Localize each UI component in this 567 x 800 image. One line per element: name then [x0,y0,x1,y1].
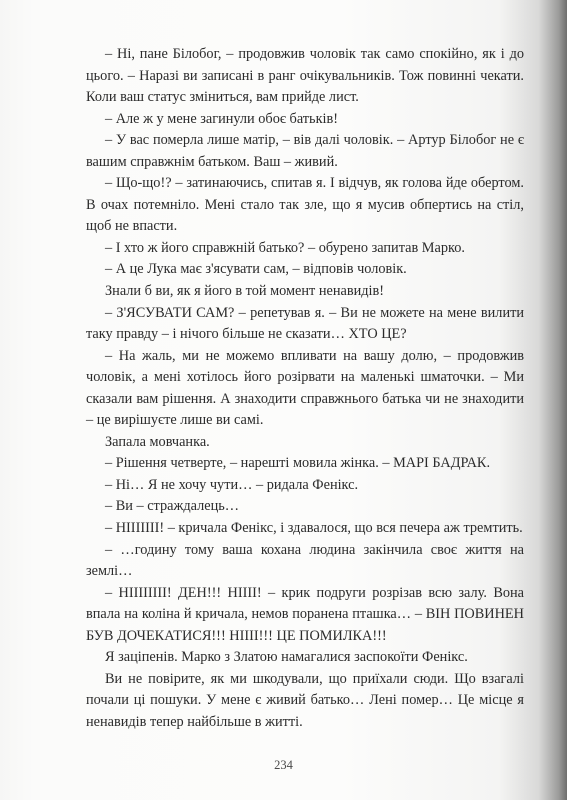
paragraph: Знали б ви, як я його в той момент ненавидів! [105,283,385,300]
paragraph: – У вас померла лише матір, – вів далі чоловік. – Артур Білобог не є вашим справжнім батьком. Ваш – живий. [86,132,524,170]
body-text [86,44,524,734]
paragraph: Я заціпенів. Марко з Златою намагалися заспокоїти Фенікс. [105,649,468,666]
paragraph: – Ні… Я не хочу чути… – ридала Фенікс. [105,476,359,493]
paragraph: – На жаль, ми не можемо впливати на вашу долю, – продовжив чоловік, а мені хотілось його розірвати на маленькі шматочки. – Ми сказали вам рішення. А знаходити справжнього батька чи не знаходити – це вирішуєте лише ви самі. [86,347,524,429]
paragraph: Ви не повірите, як ми шкодували, що приїхали сюди. Що взагалі почали ці пошуки. У мене є живий батько… Лені помер… Це місце я ненавидів тепер найбільше в житті. [86,670,524,730]
paragraph: – І хто ж його справжній батько? – обурено запитав Марко. [105,239,465,256]
paragraph: – Що-що!? – затинаючись, спитав я. І відчув, як голова йде обертом. В очах потемніло. Мені стало так зле, що я мусив обпертись на стіл, щоб не впасти. [86,175,524,235]
paragraph: – Ви – страждалець… [105,498,240,515]
paragraph: – Рішення четверте, – нарешті мовила жінка. – МАРІ БАДРАК. [105,455,491,472]
paragraph: – …годину тому ваша кохана людина закінчила своє життя на землі… [86,541,524,580]
paragraph: – А це Лука має з'ясувати сам, – відповів чоловік. [105,261,407,278]
page-number: 234 [274,758,293,772]
paragraph: – НІІІІІІІІ! ДЕН!!! НІІІІ! – крик подруги розрізав всю залу. Вона впала на коліна й кричала, немов поранена пташка… – ВІН ПОВИНЕН БУВ ДОЧЕКАТИСЯ!!! НІІІІ!!! ЦЕ ПОМИЛКА!!! [86,584,524,644]
paragraph: – НІІІІІІІ! – кричала Фенікс, і здавалося, що вся печера аж тремтить. [105,520,523,537]
paragraph: Запала мовчанка. [105,433,210,450]
paragraph: – Ні, пане Білобог, – продовжив чоловік так само спокійно, як і до цього. – Наразі ви записані в ранг очікувальників. Тож повинні чекати. Коли ваш статус зміниться, вам прийде лист. [86,46,524,106]
paragraph: – З'ЯСУВАТИ САМ? – репетував я. – Ви не можете на мене вилити таку правду – і нічого більше не сказати… ХТО ЦЕ? [86,304,524,343]
paragraph: – Але ж у мене загинули обоє батьків! [105,110,339,127]
